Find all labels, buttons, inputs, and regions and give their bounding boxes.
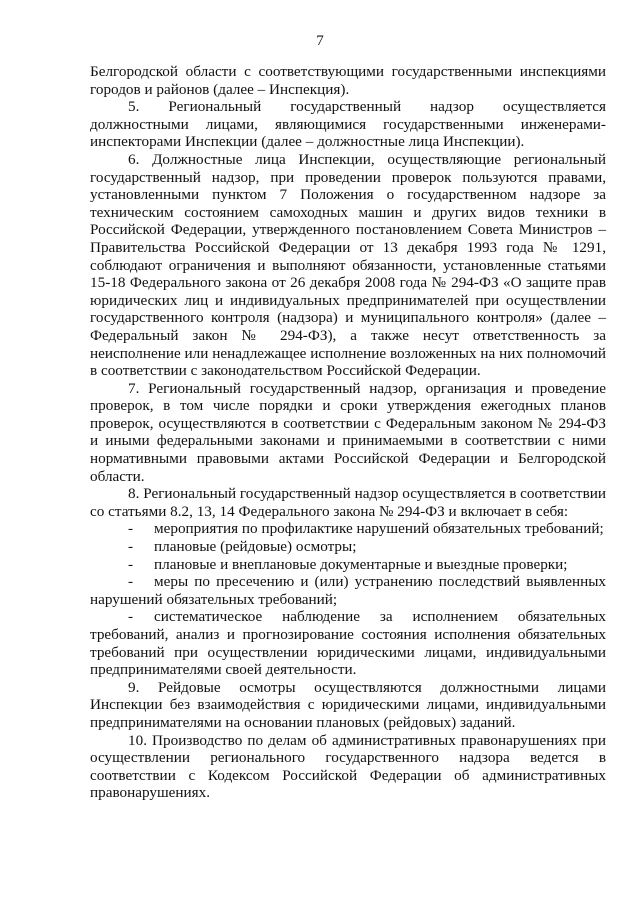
document-body [90,63,606,802]
list-dash: - [128,555,134,573]
paragraph-4-continuation: Белгородской области с соответствующими государственными инспекциями городов и районов (далее – Инспекция). [90,63,606,98]
paragraph-9: 9. Рейдовые осмотры осуществляются должностными лицами Инспекции без взаимодействия с юридическими лицами, индивидуальными предпринимателями на основании плановых (рейдовых) заданий. [90,678,606,731]
paragraph-10: 10. Производство по делам об административных правонарушениях при осуществлении регионального государственного надзора ведется в соответствии с Кодексом Российской Федерации об административных правонарушениях. [90,731,606,802]
list-dash: - [128,520,134,538]
list-item [90,520,606,538]
list-dash: - [128,573,134,591]
list-dash: - [128,538,134,556]
list-item-text: плановые и внеплановые документарные и выездные проверки; [154,555,568,573]
paragraph-5: 5. Региональный государственный надзор осуществляется должностными лицами, являющимися государственными инженерами-инспекторами Инспекции (далее – должностные лица Инспекции). [90,98,606,151]
page-number: 7 [316,33,324,49]
list-item-text: систематическое наблюдение за исполнением обязательных требований, анализ и прогнозирование состояния исполнения обязательных требований при осуществлении юридическими лицами, индивидуальными предпринимателями своей деятельности. [90,608,606,679]
list-item [90,538,606,556]
list-item [90,608,606,678]
list-item [90,573,606,608]
list-item-text: плановые (рейдовые) осмотры; [154,538,357,556]
list-item-text: мероприятия по профилактике нарушений обязательных требований; [154,520,604,538]
paragraph-8: 8. Региональный государственный надзор осуществляется в соответствии со статьями 8.2, 13, 14 Федерального закона № 294-ФЗ и включает в себя: [90,485,606,520]
list-dash: - [128,608,134,626]
list-item [90,556,606,574]
list-item-text: меры по пресечению и (или) устранению последствий выявленных нарушений обязательных требований; [90,573,606,608]
paragraph-7: 7. Региональный государственный надзор, организация и проведение проверок, в том числе порядки и сроки утверждения ежегодных планов проверок, осуществляются в соответствии с Федеральным законом № 294-ФЗ и иными федеральными законами и принимаемыми в соответствии с ними нормативными правовыми актами Российской Федерации и Белгородской области. [90,379,606,485]
paragraph-6: 6. Должностные лица Инспекции, осуществляющие региональный государственный надзор, при проведении проверок пользуются правами, установленными пунктом 7 Положения о государственном надзоре за техническим состоянием самоходных машин и других видов техники в Российской Федерации, утвержденного постановлением Совета Министров – Правительства Российской Федерации от 13 декабря 1993 года № 1291, соблюдают ограничения и выполняют обязанности, установленные статьями 15-18 Федерального закона от 26 декабря 2008 года № 294-ФЗ «О защите прав юридических лиц и индивидуальных предпринимателей при осуществлении государственного контроля (надзора) и муниципального контроля» (далее – Федеральный закон № 294-ФЗ), а также несут ответственность за неисполнение или ненадлежащее исполнение возложенных на них полномочий в соответствии с законодательством Российской Федерации. [90,150,606,380]
paragraph-8-list [90,520,606,678]
